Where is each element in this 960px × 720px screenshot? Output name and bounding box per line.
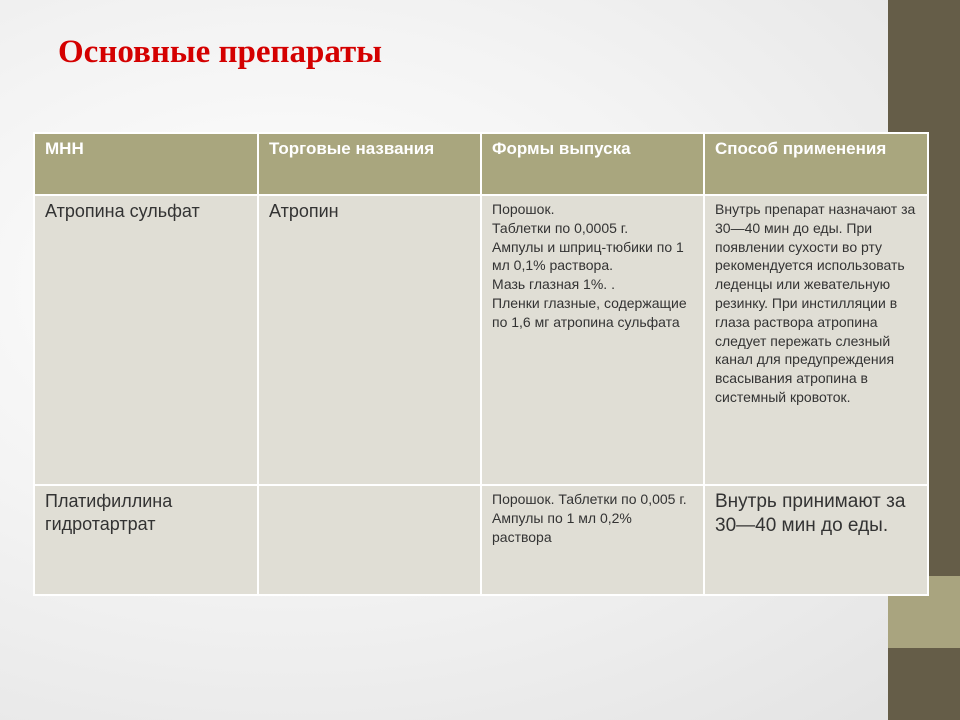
cell-trade — [258, 485, 481, 595]
cell-trade: Атропин — [258, 195, 481, 485]
header-mnn: МНН — [34, 133, 258, 195]
table-row — [34, 485, 928, 595]
header-usage: Способ применения — [704, 133, 928, 195]
slide-title: Основные препараты — [58, 34, 383, 70]
cell-mnn: Платифиллина гидротартрат — [34, 485, 258, 595]
cell-usage: Внутрь препарат назначают за 30—40 мин до еды. При появлении сухости во рту рекомендуется использовать леденцы или жевательную резинку. При инстилляции в глаза раствора атропина следует пережать слезный канал для предупреждения всасывания атропина в системный кровоток. — [704, 195, 928, 485]
cell-forms: Порошок. Таблетки по 0,0005 г. Ампулы и шприц-тюбики по 1 мл 0,1% раствора. Мазь глазная 1%. . Пленки глазные, содержащие по 1,6 мг атропина сульфата — [481, 195, 704, 485]
header-release-forms: Формы выпуска — [481, 133, 704, 195]
table-header-row — [34, 133, 928, 195]
table-row — [34, 195, 928, 485]
cell-mnn: Атропина сульфат — [34, 195, 258, 485]
cell-usage: Внутрь принимают за 30—40 мин до еды. — [704, 485, 928, 595]
cell-forms: Порошок. Таблетки по 0,005 г. Ампулы по 1 мл 0,2% раствора — [481, 485, 704, 595]
header-trade-names: Торговые названия — [258, 133, 481, 195]
drugs-table — [33, 132, 929, 596]
